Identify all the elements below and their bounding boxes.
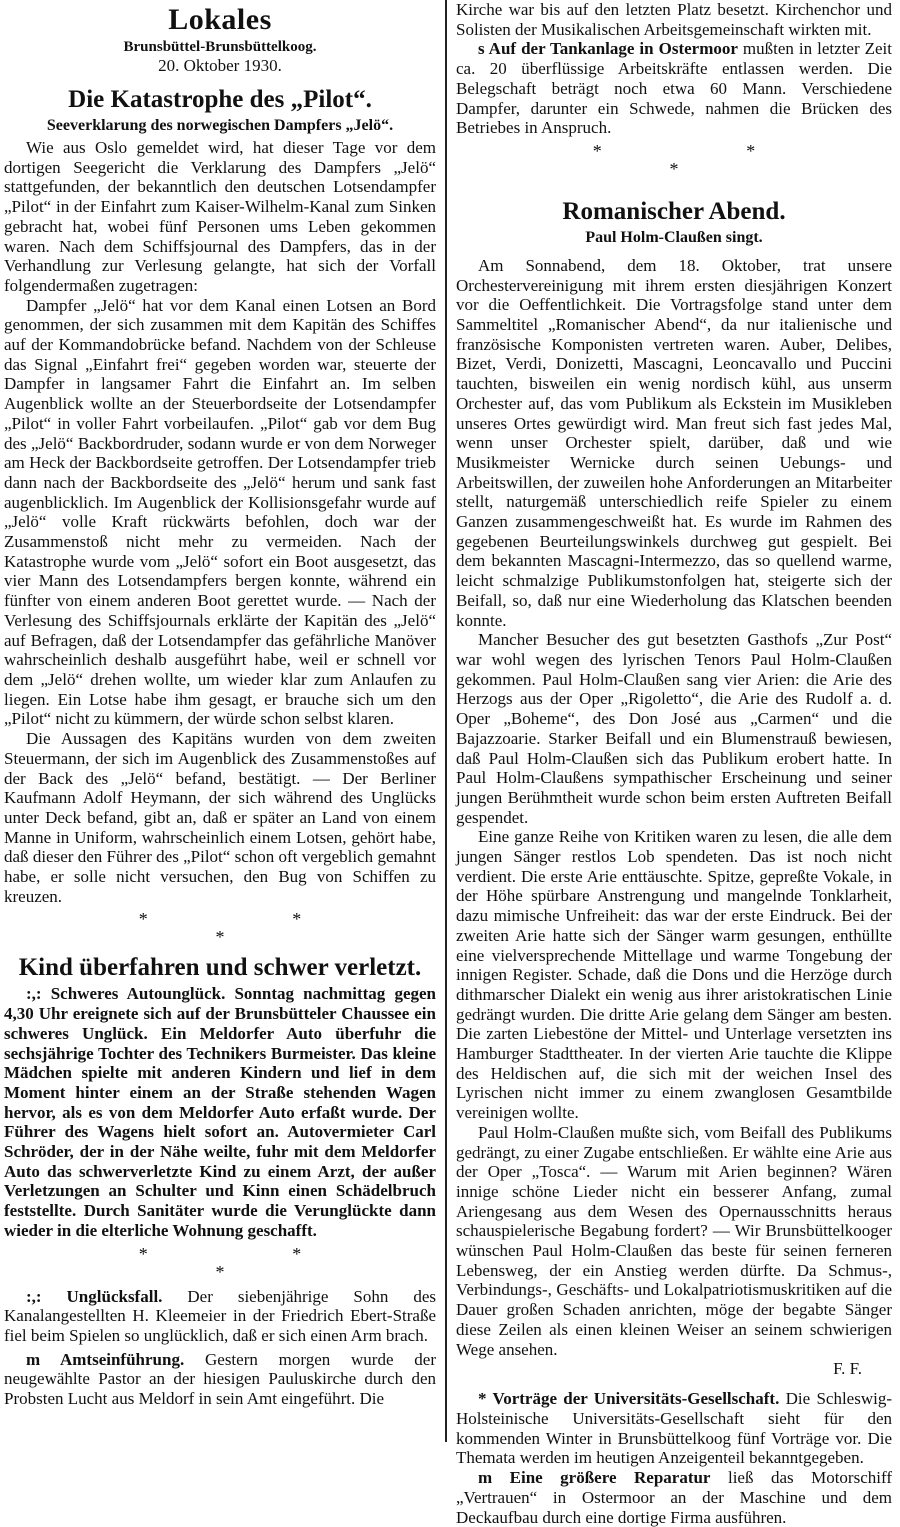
article-pilot — [4, 84, 436, 906]
notice-text: ließ das Motorschiff „Vertrauen“ in Ostermoor an der Maschine und dem Deckaufbau durch eine dortige Firma ausführen. — [456, 1468, 892, 1527]
article-romanischer-abend — [456, 196, 892, 1379]
paragraph: Dampfer „Jelö“ hat vor dem Kanal einen Lotsen an Bord genommen, der sich zusammen mit dem Kapitän des Schiffes auf der Kommandobrücke befand. Nachdem von der Schleuse das Signal „Einfahrt frei“ gegeben worden war, steuerte der Dampfer in langsamer Fahrt die Einfahrt an. Im selben Augenblick wollte an der Steuerbordseite der Lotsendampfer „Pilot“ in voller Fahrt vorbeilaufen. „Pilot“ gab vor dem Bug des „Jelö“ Backbordruder, sodann wurde er von dem Norweger am Heck der Backbordseite getroffen. Der Lotsendampfer trieb dann nach der Backbordseite des „Jelö“ herum und sank fast augenblicklich. Im Augenblick der Kollisionsgefahr wurde auf „Jelö“ volle Kraft rückwärts befohlen, doch war der Zusammenstoß nicht mehr zu vermeiden. Nach der Katastrophe wurde vom „Jelö“ sofort ein Boot ausgesetzt, das vier Mann des Lotsendampfers bergen konnte, während ein fünfter von einem anderen Boot gerettet wurde. — Nach der Verlesung des Schiffsjournals erklärte der Kapitän des „Jelö“ auf Befragen, daß der Lotsendampfer das gefährliche Manöver wahrscheinlich deshalb ausgeführt habe, weil er schnell vor dem „Jelö“ drehen wollte, um wieder klar zum Anlaufen zu liegen. Ein Lotse habe ihm gesagt, er brauche sich um den „Pilot“ nicht zu kümmern, der würde schon selbst klaren. — [4, 295, 436, 729]
paragraph: Die Aussagen des Kapitäns wurden von dem zweiten Steuermann, der sich im Augenblick des Zusammenstoßes auf der Back des „Jelö“ befand, bestätigt. — Der Berliner Kaufmann Adolf Heymann, der sich während des Unglücks unter Deck befand, gibt an, daß er später an Land von einem Manne in Uniform, wahrscheinlich einem Lotsen, gehört habe, daß dieser den Führer des „Pilot“ schon oft vergeblich gemahnt habe, er solle nicht versuchen, den Bug von Schiffen zu kreuzen. — [4, 729, 436, 906]
notice-lead: m Amtseinführung. — [26, 1349, 185, 1369]
separator-stars: * * * — [592, 140, 826, 179]
notice-lead: * Vorträge der Universitäts-Gesellschaft. — [478, 1389, 780, 1409]
paragraph: Wie aus Oslo gemeldet wird, hat dieser Tage vor dem dortigen Seegericht die Verklarung des Dampfers „Jelö“ stattgefunden, der bekanntlich den deutschen Lotsendampfer „Pilot“ in der Einfahrt zum Kaiser-Wilhelm-Kanal zum Sinken gebracht hat, wobei fünf Personen ums Leben gekommen waren. Nach dem Schiffsjournal des Dampfers, das in der Verhandlung zur Verlesung gelangte, hat sich der Vorfall folgendermaßen zugetragen: — [4, 138, 436, 295]
article-accident — [4, 952, 436, 1240]
notice-tank — [456, 39, 892, 138]
article-subhead: Paul Holm-Claußen singt. — [585, 228, 763, 246]
notice-installation — [4, 1350, 436, 1409]
paragraph-continuation: Kirche war bis auf den letzten Platz besetzt. Kirchenchor und Solisten der Musikalischen Arbeitsgemeinschaft wirkten mit. — [456, 0, 892, 39]
right-column — [456, 0, 892, 1527]
notice-lead: :,: Unglücksfall. — [26, 1286, 163, 1306]
paragraph: Am Sonnabend, dem 18. Oktober, trat unsere Orchestervereinigung mit ihrem ersten diesjährigen Konzert vor die Oeffentlichkeit. Die Vortragsfolge stand unter dem Sammeltitel „Romanischer Abend“, da nur italienische und französische Komponisten vertreten waren. Auber, Delibes, Bizet, Verdi, Donizetti, Mascagni, Leoncavallo und Puccini tauchten, bisweilen ein wenig nordisch kühl, aus unserm Orchester auf, das vom Publikum als Eckstein im Musikleben unseres Ortes gewürdigt wird. Man freut sich fast jedes Mal, wenn unser Orchester spielt, darüber, daß und wie Musikmeister Wernicke durch seinen Uebungs- und Arbeitswillen, der zuweilen hohe Anforderungen an Mitarbeiter stellt, naturgemäß unterschiedlich reife Spieler zu einem Ganzen zusammengeschweißt hat. Es wurde im Rahmen des gegebenen Beurteilungswinkels durchweg gut gespielt. Bei dem bekannten Mascagni-Intermezzo, das so quellend warme, leicht schmalzige Publikumstonfolgen hat, steigerte sich der Beifall, so, daß nur eine Wiederholung das Klatschen beenden konnte. — [456, 255, 892, 630]
left-column — [4, 0, 436, 1409]
notice-repair — [456, 1468, 892, 1527]
dateline: Brunsbüttel-Brunsbüttelkoog. — [123, 39, 317, 55]
paragraph: Eine ganze Reihe von Kritiken waren zu lesen, die alle dem jungen Sänger restlos Lob spendeten. Das ist noch nicht verdient. Die erste Arie enttäuschte. Spitze, gepreßte Vokale, in der Höhe spürbare Anstrengung und mangelnde Tonklarheit, dazu mimische Unfreiheit: das war der erste Eindruck. Bei der zweiten Arie hatte sich der Sänger warm gesungen, enthüllte eine vielversprechende Mittellage und warme Tongebung der innigen Register. Schade, daß die Dons und die Herzöge durch dithmarscher Dialekt ein wenig aus ihrer aristokratischen Linie gedrängt wurden. Die dritte Arie gelang dem Sänger am besten. Die zarten Liebestöne der Mittel- und Unterlage versetzten ins Hamburger Stadttheater. In der vierten Arie tauchte die Klippe des Heldischen auf, die sich mit der weichen Insel des Lyrischen nicht immer zu einem zwanglosen Gesamtbilde vereinigen wollte. — [456, 827, 892, 1123]
paragraph: Paul Holm-Claußen mußte sich, vom Beifall des Publikums gedrängt, zu einer Zugabe entschließen. Er wählte eine Arie aus der Oper „Tosca“. — Warum mit Arien beginnen? Wären innige schöne Lieder nicht ein besserer Anfang, zumal Ariengesang aus dem Wesen des Opernausschnitts heraus schauspielerische Begabung fordert? — Wir Brunsbüttelkooger wünschen Paul Holm-Claußen das beste für seinen ferneren Lebensweg, der ein Anstieg werden dürfte. Da Schmus-, Verbindungs-, Geschäfts- und Lokalpatriotismuskritiken auf die Dauer großen Schaden anrichten, möge der begabte Sänger diese Zeilen als einen kleinen Weiser an seinem schwierigen Wege ansehen. — [456, 1122, 892, 1359]
article-headline: Romanischer Abend. — [562, 197, 786, 225]
paragraph: :,: Schweres Autounglück. Sonntag nachmittag gegen 4,30 Uhr ereignete sich auf der Brunsbütteler Chaussee ein schweres Unglück. Ein Meldorfer Auto überfuhr die sechsjährige Tochter des Technikers Burmeister. Das kleine Mädchen spielte mit anderen Kindern und lief in dem Moment hinter einem an der Straße stehenden Wagen hervor, als es von dem Meldorfer Auto erfaßt wurde. Der Führer des Wagens hielt sofort an. Autovermieter Carl Schröder, der in der Nähe weilte, fuhr mit dem Meldorfer Auto das schwerverletzte Kind zu einem Arzt, der außer Verletzungen an Schulter und Kinn einen Schädelbruch feststellte. Durch Sanitäter wurde die Verunglückte dann wieder in die elterliche Wohnung geschafft. — [4, 984, 436, 1240]
paragraph: Mancher Besucher des gut besetzten Gasthofs „Zur Post“ war wohl wegen des lyrischen Tenors Paul Holm-Claußen gekommen. Paul Holm-Claußen sang vier Arien: die Arie des Herzogs aus der Oper „Rigoletto“, die Arie des Rudolf a. d. Oper „Boheme“, des Don José aus „Carmen“ und die Bajazzoarie. Starker Beifall und ein Blumenstrauß bewiesen, daß Paul Holm-Claußen sich das Publikum erobert hatte. In Paul Holm-Claußens sympathischer Erscheinung und seiner jungen Berühmtheit wurde schon beim ersten Auftreten Beifall gespendet. — [456, 630, 892, 827]
article-subhead: Seeverklarung des norwegischen Dampfers „Jelö“. — [46, 117, 394, 134]
section-title: Lokales — [168, 3, 272, 36]
column-rule — [445, 0, 447, 1442]
notice-lead: m Eine größere Reparatur — [478, 1468, 711, 1488]
notice-text: Die Schleswig-Holsteinische Universitäts-Gesellschaft sieht für den kommenden Winter in Brunsbüttelkoog fünf Vorträge vor. Die Themata werden im heutigen Anzeigenteil bekanntgegeben. — [456, 1389, 892, 1468]
separator-stars: * * * — [138, 909, 372, 948]
notice-text: Gestern morgen wurde der neugewählte Pastor an der hiesigen Pauluskirche durch den Probsten Lucht aus Meldorf in sein Amt eingeführt. Die — [4, 1349, 436, 1409]
notice-text: Der siebenjährige Sohn des Kanalangestellten H. Kleemeier in der Friedrich Ebert-Straße fiel beim Spielen so unglücklich, daß er sich einen Arm brach. — [4, 1286, 436, 1345]
article-headline: Die Katastrophe des „Pilot“. — [68, 86, 372, 113]
date: 20. Oktober 1930. — [158, 56, 282, 75]
notice-text: mußten in letzter Zeit ca. 20 überflüssige Arbeitskräfte entlassen werden. Die Belegschaft beträgt noch etwa 60 Mann. Verschiedene Dampfer, darunter ein Schwede, nahmen die Brücken des Betriebes in Anspruch. — [456, 39, 893, 138]
separator-stars: * * * — [138, 1243, 372, 1282]
notice-accident — [4, 1287, 436, 1346]
signature: F. F. — [833, 1359, 862, 1379]
article-headline: Kind überfahren und schwer verletzt. — [18, 954, 422, 982]
notice-lectures — [456, 1389, 892, 1468]
notice-lead: s Auf der Tankanlage in Ostermoor — [478, 39, 738, 59]
